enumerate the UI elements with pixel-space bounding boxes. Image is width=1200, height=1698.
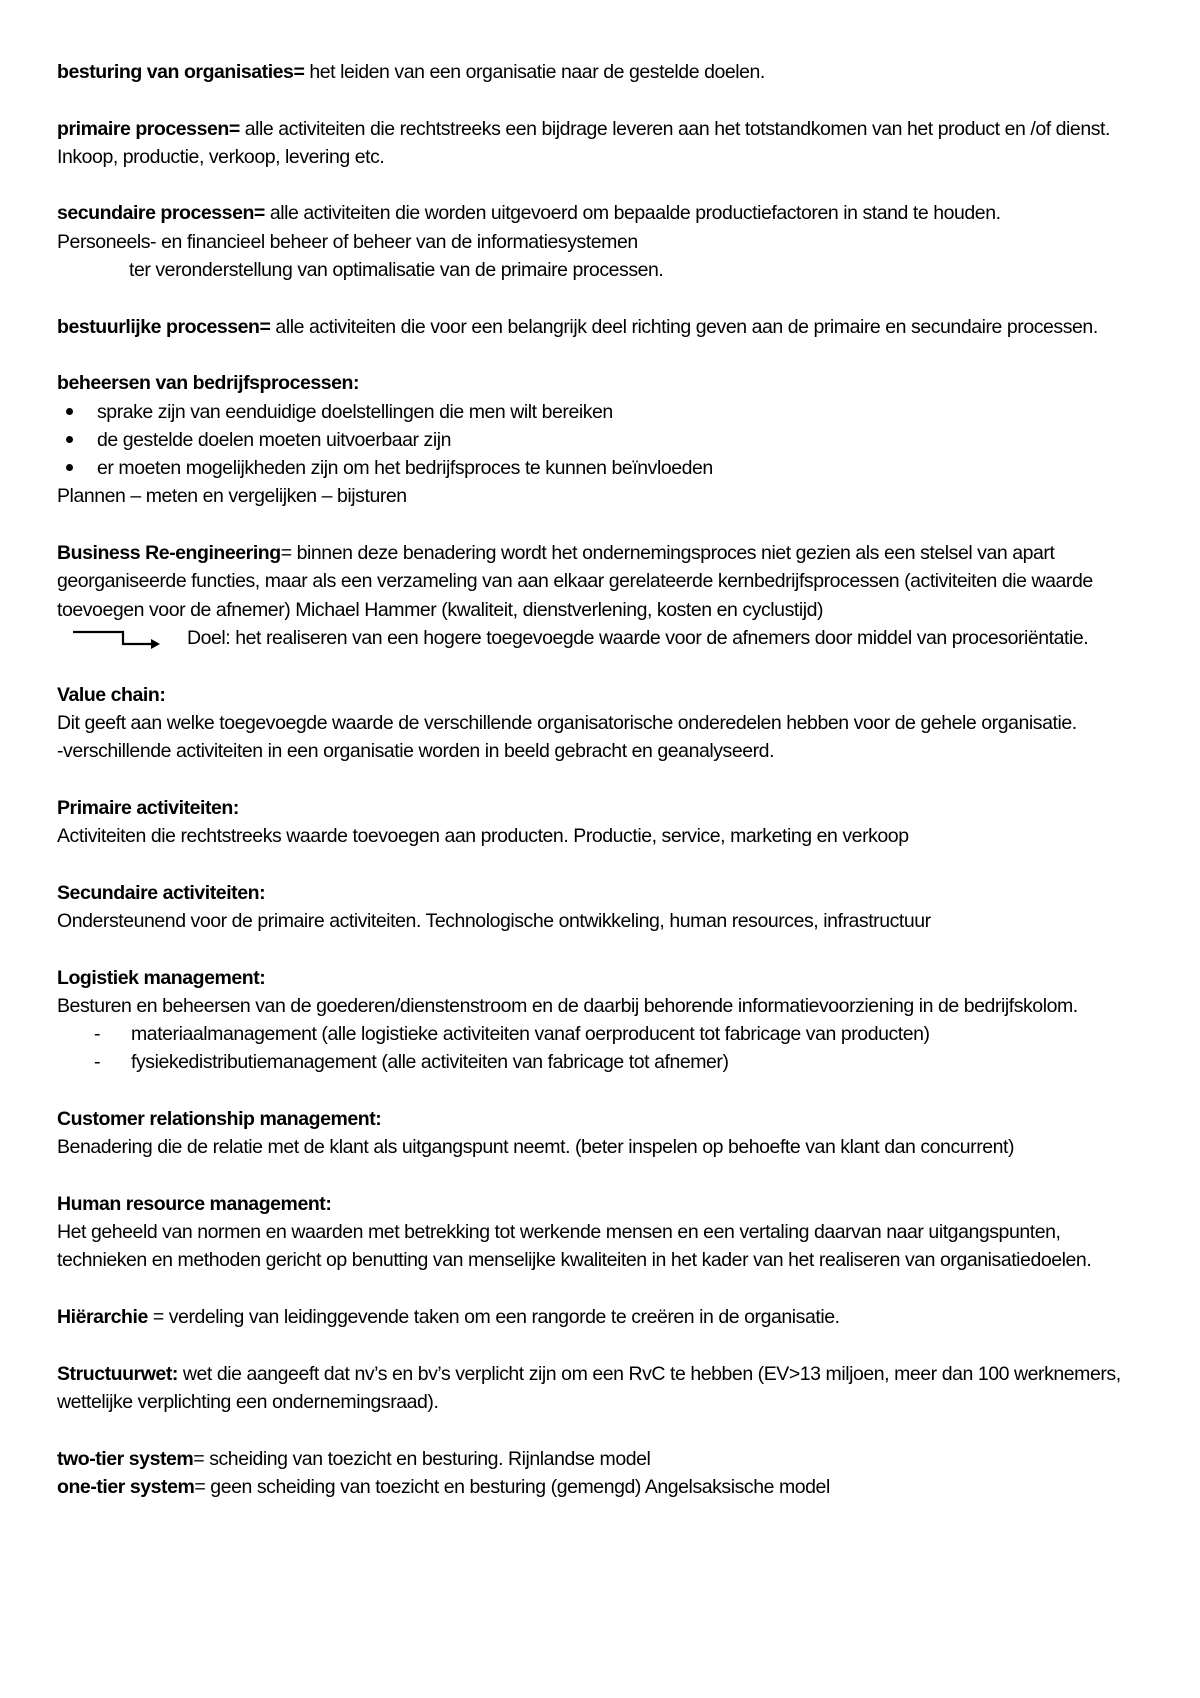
heading-text: Logistiek management: <box>57 966 266 989</box>
definition: = scheiding van toezicht en besturing. Rijnlandse model <box>193 1447 651 1470</box>
section-heading <box>57 369 1147 397</box>
definition: = geen scheiding van toezicht en besturing (gemengd) Angelsaksische model <box>194 1475 830 1498</box>
section-heading <box>57 681 1147 709</box>
indented-line: ter veronderstellung van optimalisatie van de primaire processen. <box>129 259 664 282</box>
definition: alle activiteiten die worden uitgevoerd om bepaalde productiefactoren in stand te houden. <box>264 202 1001 225</box>
text-line: Plannen – meten en vergelijken – bijsturen <box>57 485 407 508</box>
definition: het leiden van een organisatie naar de gestelde doelen. <box>304 61 765 83</box>
heading-text: Human resource management: <box>57 1192 332 1215</box>
bullet-list <box>57 398 1147 483</box>
bullet-item: de gestelde doelen moeten uitvoerbaar zijn <box>57 426 1147 454</box>
section-heading <box>57 794 1147 822</box>
heading-text: Secundaire activiteiten: <box>57 881 266 904</box>
heading-text: Primaire activiteiten: <box>57 796 239 819</box>
heading-text: beheersen van bedrijfsprocessen: <box>57 372 360 395</box>
paragraph-hierarchie <box>57 1303 1147 1331</box>
term: Business Re-engineering <box>57 542 281 565</box>
text-line: Ondersteunend voor de primaire activiteiten. Technologische ontwikkeling, human resources, infrastructuur <box>57 909 931 932</box>
text-line: Dit geeft aan welke toegevoegde waarde de verschillende organisatorische onderedelen hebben voor de gehele organisatie. <box>57 711 1077 734</box>
text-line: -verschillende activiteiten in een organisatie worden in beeld gebracht en geanalyseerd. <box>57 740 775 763</box>
text-line: Besturen en beheersen van de goederen/dienstenstroom en de daarbij behorende informatievoorziening in de bedrijfskolom. <box>57 994 1078 1017</box>
arrow-icon <box>71 628 161 650</box>
bullet-item: sprake zijn van eenduidige doelstellingen die men wilt bereiken <box>57 398 1147 426</box>
paragraph-primaire-processen <box>57 115 1147 172</box>
heading-text: Value chain: <box>57 683 166 706</box>
term: besturing van organisaties= <box>57 61 305 83</box>
text-line: Activiteiten die rechtstreeks waarde toevoegen aan producten. Productie, service, marketing en verkoop <box>57 825 909 848</box>
definition: alle activiteiten die rechtstreeks een bijdrage leveren aan het totstandkomen van het product en /of dienst. Inkoop, productie, verkoop, levering etc. <box>57 117 1110 168</box>
goal-text: Doel: het realiseren van een hogere toegevoegde waarde voor de afnemers door middel van procesoriëntatie. <box>187 626 1089 649</box>
text-line: Benadering die de relatie met de klant als uitgangspunt neemt. (beter inspelen op behoefte van klant dan concurrent) <box>57 1136 1015 1159</box>
text-line: Het geheeld van normen en waarden met betrekking tot werkende mensen en een vertaling daarvan naar uitgangspunten, technieken en methoden gericht op benutting van menselijke kwaliteiten in het kader van het realiseren van organisatiedoelen. <box>57 1221 1092 1272</box>
heading-text: Customer relationship management: <box>57 1107 382 1130</box>
section-heading <box>57 1190 1147 1218</box>
paragraph-two-tier <box>57 1445 1147 1473</box>
term: two-tier system <box>57 1447 194 1470</box>
paragraph-bestuurlijke-processen <box>57 313 1147 341</box>
term: one-tier system <box>57 1475 195 1498</box>
dash-item: - fysiekedistributiemanagement (alle activiteiten van fabricage tot afnemer) <box>57 1048 1147 1076</box>
definition: = verdeling van leidinggevende taken om een rangorde te creëren in de organisatie. <box>147 1306 840 1329</box>
goal-row <box>57 624 1147 652</box>
definition: wet die aangeeft dat nv’s en bv’s verplicht zijn om een RvC te hebben (EV>13 miljoen, meer dan 100 werknemers, wettelijke verplichting een ondernemingsraad). <box>57 1362 1121 1413</box>
definition: = binnen deze benadering wordt het ondernemingsproces niet gezien als een stelsel van apart georganiseerde functies, maar als een verzameling van aan elkaar gerelateerde kernbedrijfsprocessen (activiteiten die waarde toevoegen voor de afnemer) Michael Hammer (kwaliteit, dienstverlening, kosten en cyclustijd) <box>57 542 1093 621</box>
term: secundaire processen= <box>57 202 265 225</box>
section-heading <box>57 1105 1147 1133</box>
term: bestuurlijke processen= <box>57 315 271 338</box>
document-page <box>57 58 1147 1501</box>
section-heading <box>57 879 1147 907</box>
paragraph-secundaire-processen <box>57 199 1147 227</box>
term: Hiërarchie <box>57 1306 148 1329</box>
definition: alle activiteiten die voor een belangrijk deel richting geven aan de primaire en secundaire processen. <box>270 315 1098 338</box>
paragraph-besturing <box>57 58 1147 86</box>
section-heading <box>57 964 1147 992</box>
bullet-item: er moeten mogelijkheden zijn om het bedrijfsproces te kunnen beïnvloeden <box>57 454 1147 482</box>
dash-item: - materiaalmanagement (alle logistieke activiteiten vanaf oerproducent tot fabricage van producten) <box>57 1020 1147 1048</box>
paragraph-structuurwet <box>57 1360 1147 1417</box>
text-line: Personeels- en financieel beheer of beheer van de informatiesystemen <box>57 230 638 253</box>
paragraph-business-reengineering <box>57 539 1147 624</box>
paragraph-one-tier <box>57 1473 1147 1501</box>
dash-list <box>57 1020 1147 1077</box>
term: primaire processen= <box>57 117 240 140</box>
term: Structuurwet: <box>57 1362 178 1385</box>
